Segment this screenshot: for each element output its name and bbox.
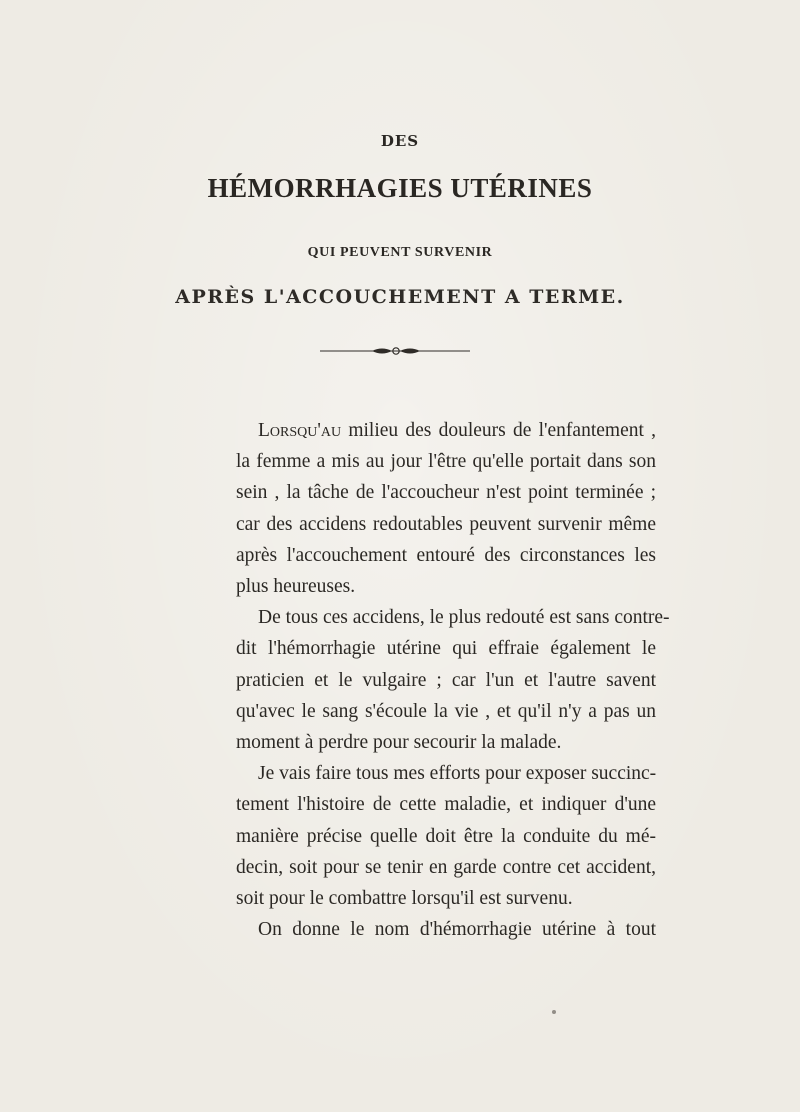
text-line: plus heureuses. [236,576,356,598]
text-line: On donne le nom d'hémorrhagie utérine à tout [258,919,656,941]
divider-ornament [320,345,470,357]
heading-article: DES [380,132,420,150]
text-line: manière précise quelle doit être la conduite du mé- [236,825,656,847]
text-line: qu'avec le sang s'écoule la vie , et qu'il n'y a pas un [236,700,656,722]
drop-word: Lorsqu'au [258,420,342,441]
heading-title: HÉMORRHAGIES UTÉRINES [207,173,593,203]
text-line: dit l'hémorrhagie utérine qui effraie également le [236,638,656,660]
body-text [236,415,670,945]
text-line: praticien et le vulgaire ; car l'un et l'autre savent [236,669,656,691]
text-line: car des accidens redoutables peuvent survenir même [236,513,656,535]
text-line: après l'accouchement entouré des circonstances les [236,544,656,566]
text-line: tement l'histoire de cette maladie, et indiquer d'une [236,794,656,816]
text-line: soit pour le combattre lorsqu'il est survenu. [236,888,573,910]
text-line: decin, soit pour se tenir en garde contre cet accident, [236,856,656,878]
text-line: moment à perdre pour secourir la malade. [236,732,562,754]
text-line: Lorsqu'au milieu des douleurs de l'enfantement , [258,420,656,441]
heading-subtitle-2: APRÈS L'ACCOUCHEMENT A TERME. [175,286,625,308]
text-line: Je vais faire tous mes efforts pour exposer succinc- [258,763,657,785]
heading-subtitle: QUI PEUVENT SURVENIR [307,245,493,260]
text-line: sein , la tâche de l'accoucheur n'est point terminée ; [236,482,656,504]
text-line: De tous ces accidens, le plus redouté est sans contre- [258,607,670,629]
page-mark [552,1010,556,1014]
text-line: la femme a mis au jour l'être qu'elle portait dans son [236,451,656,473]
